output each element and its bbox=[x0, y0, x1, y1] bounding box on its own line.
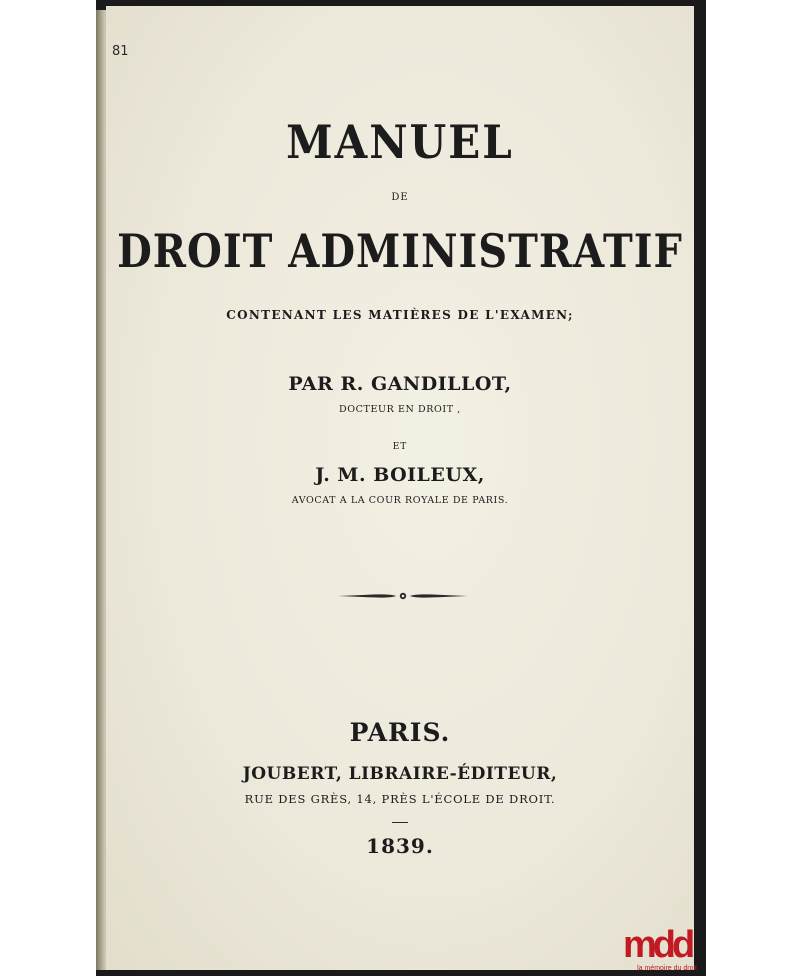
imprint-rule bbox=[392, 822, 408, 823]
book-subtitle: CONTENANT LES MATIÈRES DE L'EXAMEN; bbox=[226, 308, 574, 322]
mdd-logo bbox=[623, 926, 703, 974]
title-page bbox=[106, 6, 694, 970]
book-title-line-1: MANUEL bbox=[286, 116, 514, 169]
author-conjunction: ET bbox=[392, 442, 408, 452]
imprint-year: 1839. bbox=[366, 834, 434, 858]
author-1-role: DOCTEUR EN DROIT , bbox=[339, 404, 461, 415]
author-2-name: J. M. BOILEUX, bbox=[315, 464, 485, 486]
imprint-publisher: JOUBERT, LIBRAIRE-ÉDITEUR, bbox=[242, 764, 558, 784]
author-2-role: AVOCAT A LA COUR ROYALE DE PARIS. bbox=[291, 495, 509, 506]
book-title-connector: DE bbox=[391, 192, 409, 203]
corner-mark: 81 bbox=[112, 44, 129, 59]
ornament-divider-icon bbox=[338, 590, 468, 602]
imprint-place: PARIS. bbox=[349, 718, 451, 747]
book-title-line-2: DROIT ADMINISTRATIF bbox=[117, 224, 683, 279]
scanned-book-page bbox=[96, 0, 706, 976]
logo-letters: mdd bbox=[623, 924, 692, 966]
author-1-name: PAR R. GANDILLOT, bbox=[288, 373, 512, 395]
imprint-address: RUE DES GRÈS, 14, PRÈS L'ÉCOLE DE DROIT. bbox=[244, 792, 556, 806]
logo-caption: la mémoire du droit bbox=[637, 965, 697, 972]
